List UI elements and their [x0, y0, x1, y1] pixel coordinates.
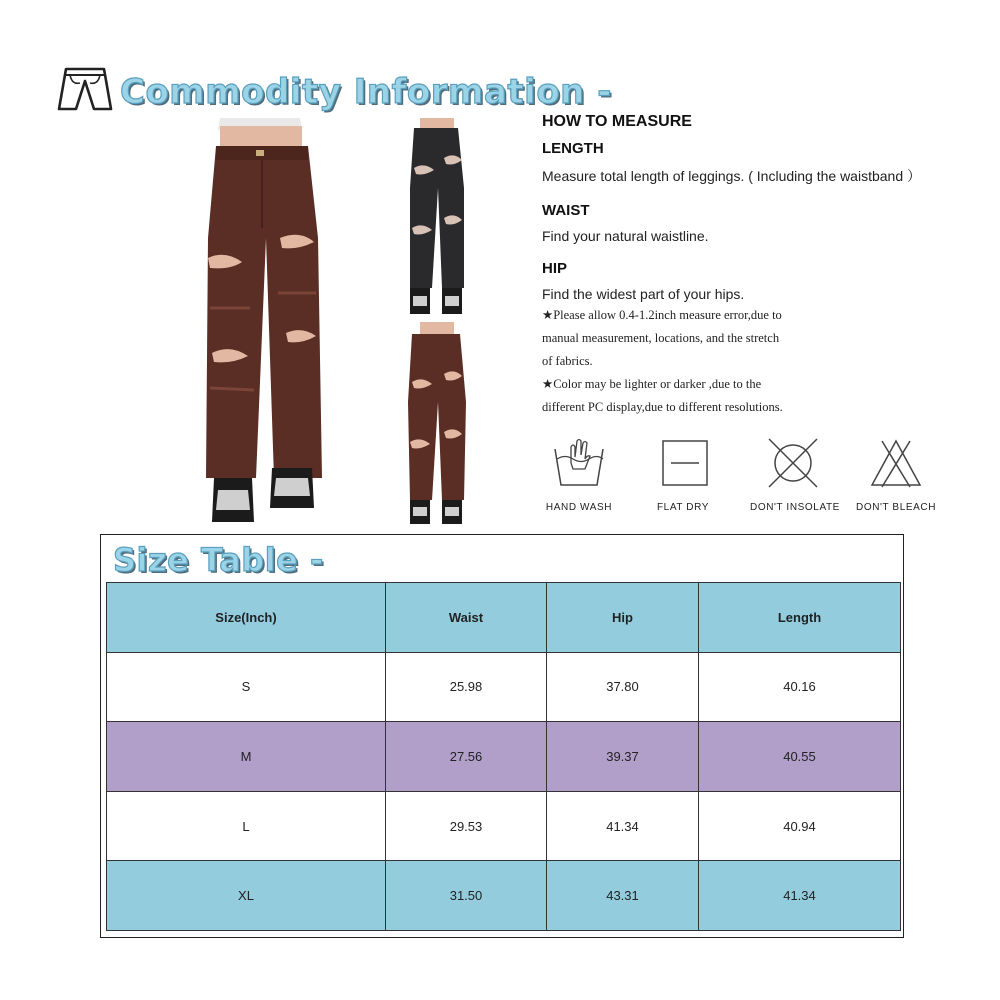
column-header: Length [699, 583, 901, 653]
how-to-measure [542, 113, 962, 419]
table-row [107, 722, 901, 792]
flat-dry-icon [653, 476, 713, 493]
table-cell: 25.98 [386, 652, 547, 722]
care-dont-bleach [856, 437, 936, 513]
note-line: ★Color may be lighter or darker ,due to the [542, 377, 762, 391]
waist-text: Find your natural waistline. [542, 228, 709, 244]
pants-icon [56, 65, 114, 120]
table-cell: 27.56 [386, 722, 547, 792]
care-flat-dry [648, 437, 718, 513]
table-cell: 41.34 [699, 861, 901, 931]
dont-insolate-icon [763, 476, 823, 493]
hand-wash-icon [549, 476, 609, 493]
length-text: Measure total length of leggings. ( Including the waistband ） [542, 168, 922, 184]
table-cell: 41.34 [547, 791, 699, 861]
table-row [107, 652, 901, 722]
column-header: Hip [547, 583, 699, 653]
commodity-header [56, 66, 612, 118]
hip-text: Find the widest part of your hips. [542, 286, 745, 302]
care-dont-insolate [750, 437, 840, 513]
table-cell: S [107, 652, 386, 722]
note-line: of fabrics. [542, 354, 593, 368]
care-label: FLAT DRY [656, 502, 710, 513]
column-header: Size(Inch) [107, 583, 386, 653]
care-label: HAND WASH [545, 502, 613, 513]
product-photo-black [400, 118, 472, 318]
note-line: manual measurement, locations, and the stretch [542, 331, 780, 345]
table-row [107, 791, 901, 861]
care-label: DON'T BLEACH [856, 502, 937, 513]
hip-heading: HIP [542, 260, 568, 277]
table-cell: 40.55 [699, 722, 901, 792]
table-cell: 39.37 [547, 722, 699, 792]
product-photo-brown-front [190, 118, 340, 528]
table-cell: 40.94 [699, 791, 901, 861]
size-table-title: Size Table - [113, 541, 324, 579]
waist-heading: WAIST [542, 202, 590, 219]
table-cell: L [107, 791, 386, 861]
measure-note [542, 304, 822, 419]
dont-bleach-icon [866, 476, 926, 493]
note-line: different PC display,due to different resolutions. [542, 400, 783, 414]
table-cell: M [107, 722, 386, 792]
care-label: DON'T INSOLATE [750, 502, 840, 513]
measure-heading: HOW TO MEASURE [542, 113, 692, 130]
product-photo-brown-side [400, 322, 472, 527]
size-table [106, 582, 901, 931]
table-cell: XL [107, 861, 386, 931]
table-row [107, 861, 901, 931]
table-cell: 31.50 [386, 861, 547, 931]
table-cell: 43.31 [547, 861, 699, 931]
table-cell: 40.16 [699, 652, 901, 722]
column-header: Waist [386, 583, 547, 653]
size-table-box [100, 534, 904, 938]
table-header-row [107, 583, 901, 653]
table-cell: 37.80 [547, 652, 699, 722]
commodity-title: Commodity Information - [120, 72, 612, 112]
table-cell: 29.53 [386, 791, 547, 861]
note-line: ★Please allow 0.4-1.2inch measure error,due to [542, 308, 782, 322]
care-hand-wash [544, 437, 614, 513]
length-heading: LENGTH [542, 140, 604, 157]
